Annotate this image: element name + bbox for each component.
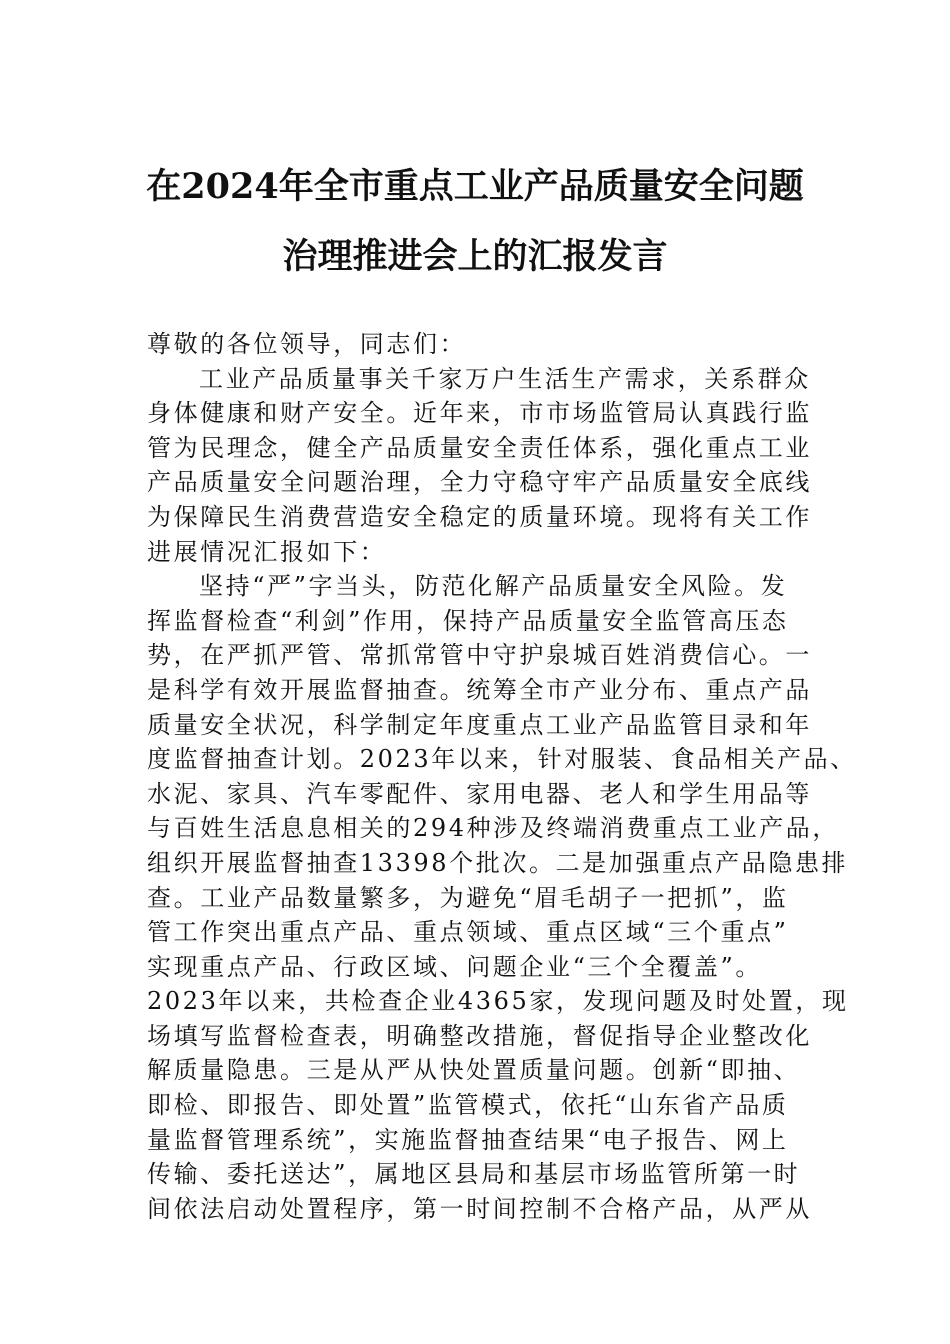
paragraph-line: 与百姓生活息息相关的294种涉及终端消费重点工业产品， bbox=[147, 814, 840, 843]
document-body bbox=[147, 327, 857, 1226]
paragraph-line: 间依法启动处置程序，第一时间控制不合格产品，从严从 bbox=[147, 1194, 812, 1223]
paragraph-line: 传输、委托送达”，属地区县局和基层市场监管所第一时 bbox=[147, 1160, 801, 1189]
salutation: 尊敬的各位领导，同志们： bbox=[147, 330, 467, 358]
paragraph-line: 进展情况汇报如下： bbox=[147, 537, 387, 566]
paragraph-line: 2023年以来，共检查企业4365家，发现问题及时处置，现 bbox=[147, 987, 849, 1016]
paragraph-line: 实现重点产品、行政区域、问题企业“三个全覆盖”。 bbox=[147, 952, 762, 981]
paragraph-line: 是科学有效开展监督抽查。统筹全市产业分布、重点产品 bbox=[147, 675, 812, 704]
paragraph-line: 管工作突出重点产品、重点领域、重点区域“三个重点” bbox=[147, 918, 789, 947]
paragraph-line: 势，在严抓严管、常抓常管中守护泉城百姓消费信心。一 bbox=[147, 641, 812, 670]
paragraph-line: 产品质量安全问题治理，全力守稳守牢产品质量安全底线 bbox=[147, 468, 812, 497]
paragraph-line: 管为民理念，健全产品质量安全责任体系，强化重点工业 bbox=[147, 433, 812, 462]
paragraph-line: 场填写监督检查表，明确整改措施，督促指导企业整改化 bbox=[147, 1021, 812, 1050]
paragraph-line: 即检、即报告、即处置”监管模式，依托“山东省产品质 bbox=[147, 1091, 789, 1120]
paragraph-line: 坚持“严”字当头，防范化解产品质量安全风险。发 bbox=[199, 572, 788, 601]
paragraph-line: 组织开展监督抽查13398个批次。二是加强重点产品隐患排 bbox=[147, 848, 849, 877]
paragraph-line: 质量安全状况，科学制定年度重点工业产品监管目录和年 bbox=[147, 710, 812, 739]
paragraph-line: 挥监督检查“利剑”作用，保持产品质量安全监管高压态 bbox=[147, 606, 789, 635]
paragraph-line: 水泥、家具、汽车零配件、家用电器、老人和学生用品等 bbox=[147, 779, 812, 808]
paragraph-line: 工业产品质量事关千家万户生活生产需求，关系群众 bbox=[199, 364, 811, 393]
paragraph-line: 量监督管理系统”，实施监督抽查结果“电子报告、网上 bbox=[147, 1125, 789, 1154]
paragraph-line: 身体健康和财产安全。近年来，市市场监管局认真践行监 bbox=[147, 399, 812, 428]
paragraph-line: 解质量隐患。三是从严从快处置质量问题。创新“即抽、 bbox=[147, 1056, 801, 1085]
paragraph-line: 度监督抽查计划。2023年以来，针对服装、食品相关产品、 bbox=[147, 745, 857, 774]
document-title-line-2: 治理推进会上的汇报发言 bbox=[282, 236, 668, 277]
paragraph-line: 为保障民生消费营造安全稳定的质量环境。现将有关工作 bbox=[147, 502, 812, 531]
paragraph-line: 查。工业产品数量繁多，为避免“眉毛胡子一把抓”，监 bbox=[147, 883, 789, 912]
document-title-line-1: 在2024年全市重点工业产品质量安全问题 bbox=[146, 166, 804, 207]
